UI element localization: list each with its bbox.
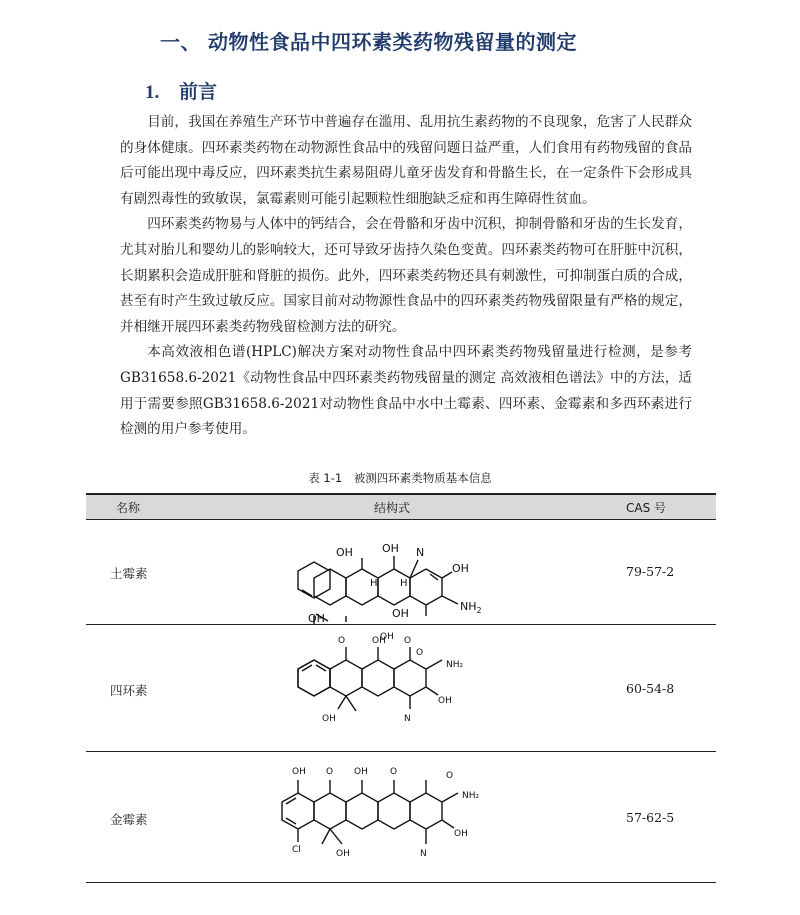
label-oh: OH [372,636,386,646]
label-o: O [404,636,412,646]
paragraph-1: 目前，我国在养殖生产环节中普遍存在滥用、乱用抗生素药物的不良现象，危害了人民群众的身体健康。四环素类药物在动物源性食品中的残留问题日益严重，人们食用有药物残留的食品后可能出现中毒反应，四环素类抗生素易阻碍儿童牙齿发育和骨骼生长，在一定条件下会形成具有剧烈毒性的致敏误，氯霉素则可能引起颗粒性细胞缺乏症和再生障碍性贫血。 [120,114,692,207]
oxytetracycline-structure [86,520,716,624]
section-heading [160,26,577,55]
section-number: 一、 [160,30,201,54]
label-oh: OH [382,542,399,555]
label-n: N [420,849,427,859]
label-cl: Cl [292,845,301,855]
label-oh: OH [336,849,350,859]
subsection-number: 1. [145,82,160,103]
header-structure: 结构式 [374,501,411,515]
compound-table [86,493,716,883]
label-oh: OH [392,607,409,620]
header-name: 名称 [116,501,141,515]
compound-name: 金霉素 [110,812,148,827]
label-n: N [404,714,411,724]
label-o: O [326,767,334,777]
cas-number: 79-57-2 [626,564,675,579]
label-oh: OH [336,546,353,559]
subsection-heading [145,77,217,104]
label-nh2: NH₂ [446,660,464,670]
label-oh: OH [322,714,336,724]
label-oh: OH [380,632,394,642]
table-caption: 表 1-1 被测四环素类物质基本信息 [308,471,492,485]
label-nh2: $NH_2$ [460,600,482,615]
paragraph-2: 四环素类药物易与人体中的钙结合，会在骨骼和牙齿中沉积，抑制骨骼和牙齿的生长发育，尤其对胎儿和婴幼儿的影响较大，还可导致牙齿持久染色变黄。四环素类药物可在肝脏中沉积，长期累积会造成肝脏和肾脏的损伤。此外，四环素类药物还具有刺激性，可抑制蛋白质的合成，甚至有时产生致过敏反应。国家目前对动物源性食品中的四环素类药物残留限量有严格的规定，并相继开展四环素类药物残留检测方法的研究。 [120,216,692,335]
label-o: O [446,771,454,781]
label-h: H [370,578,378,589]
label-oh: OH [354,767,368,777]
label-oh: OH [308,612,325,624]
table-header [86,493,716,520]
subsection-title: 前言 [179,81,218,103]
chlortetracycline-structure [86,752,716,882]
label-h: H [400,578,408,589]
section-title: 动物性食品中四环素类药物残留量的测定 [208,30,577,54]
label-o: O [390,767,398,777]
cas-number: 60-54-8 [626,681,675,696]
tetracycline-structure [86,625,716,751]
table-row [86,752,716,883]
compound-name: 四环素 [110,683,148,698]
label-nh2: NH₂ [462,791,480,801]
label-n: N [416,546,425,559]
intro-body [120,110,692,443]
label-oh: OH [452,562,469,575]
label-o: O [416,648,424,658]
paragraph-3: 本高效液相色谱(HPLC)解决方案对动物性食品中四环素类药物残留量进行检测，是参考GB31658.6-2021《动物性食品中四环素类药物残留量的测定 高效液相色谱法》中的方法，适用于需要参照GB31658.6-2021对动物性食品中水中土霉素、四环素、金霉素和多西环素进行检测的用户参考使用。 [120,344,692,438]
table-row [86,625,716,752]
header-cas: CAS 号 [626,501,667,515]
label-oh: OH [292,767,306,777]
compound-name: 土霉素 [110,566,148,581]
label-oh: OH [438,696,452,706]
label-oh: OH [454,829,468,839]
label-o: O [338,636,346,646]
cas-number: 57-62-5 [626,810,675,825]
table-row [86,520,716,625]
